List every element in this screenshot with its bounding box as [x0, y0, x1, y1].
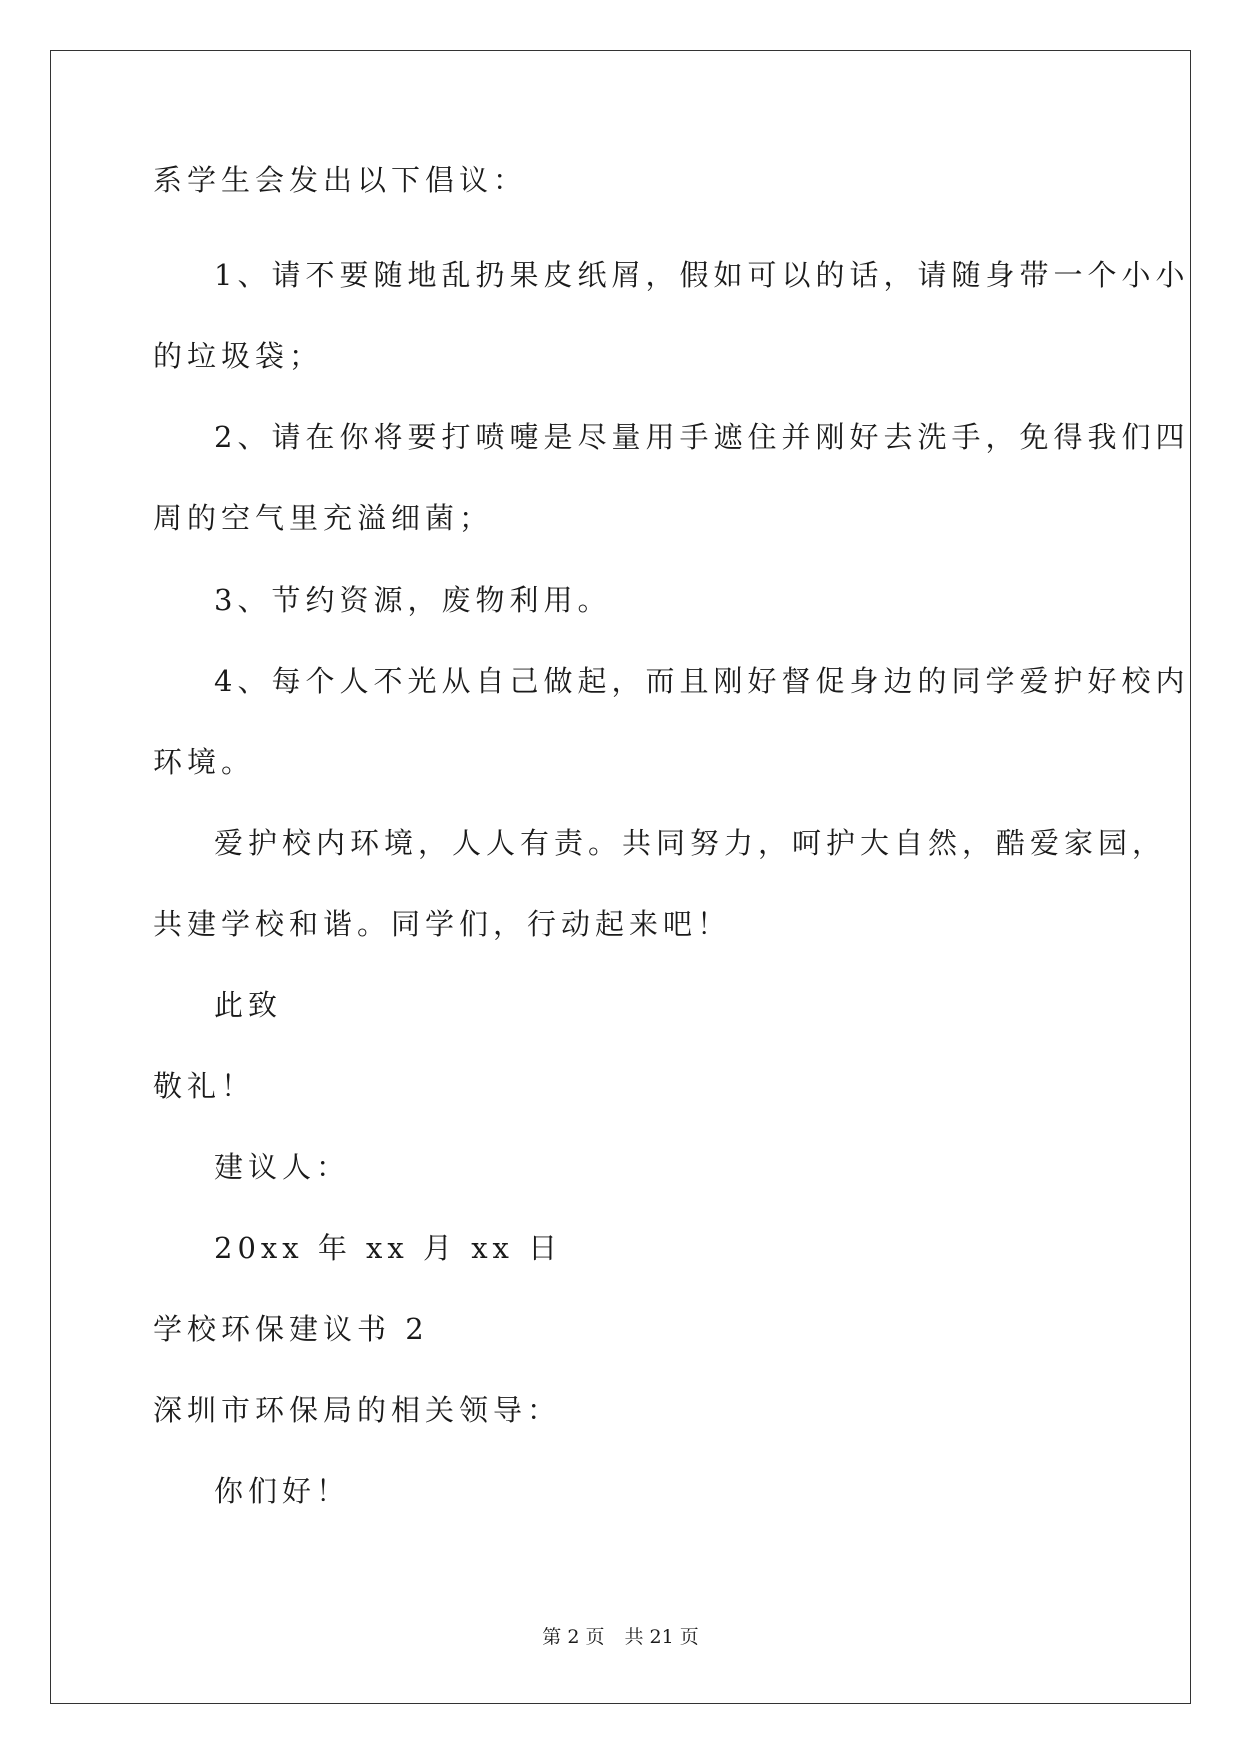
text-line: 环境。 — [153, 745, 256, 779]
text-line: 建议人： — [214, 1150, 351, 1184]
page-number: 第 2 页 — [542, 1626, 605, 1648]
page-total: 共 21 页 — [624, 1626, 699, 1648]
text-line: 爱护校内环境，人人有责。共同努力，呵护大自然，酷爱家园， — [214, 826, 1167, 860]
page-footer — [0, 1622, 1241, 1649]
section-heading: 学校环保建议书 2 — [153, 1312, 429, 1346]
text-line: 共建学校和谐。同学们，行动起来吧！ — [153, 907, 732, 941]
page-border — [50, 50, 1191, 1704]
text-line: 的垃圾袋； — [153, 339, 324, 373]
text-line: 3、节约资源，废物利用。 — [214, 583, 612, 617]
text-line: 此致 — [214, 988, 283, 1022]
text-line: 系学生会发出以下倡议： — [153, 163, 528, 197]
text-line: 敬礼！ — [153, 1069, 256, 1103]
text-line: 2、请在你将要打喷嚏是尽量用手遮住并刚好去洗手，免得我们四 — [214, 420, 1190, 454]
text-line: 深圳市环保局的相关领导： — [153, 1393, 562, 1427]
text-line: 你们好！ — [214, 1474, 351, 1508]
text-line: 周的空气里充溢细菌； — [153, 501, 494, 535]
text-line: 4、每个人不光从自己做起，而且刚好督促身边的同学爱护好校内 — [214, 664, 1190, 698]
text-line: 20xx 年 xx 月 xx 日 — [214, 1231, 563, 1265]
text-line: 1、请不要随地乱扔果皮纸屑，假如可以的话，请随身带一个小小 — [214, 258, 1190, 292]
